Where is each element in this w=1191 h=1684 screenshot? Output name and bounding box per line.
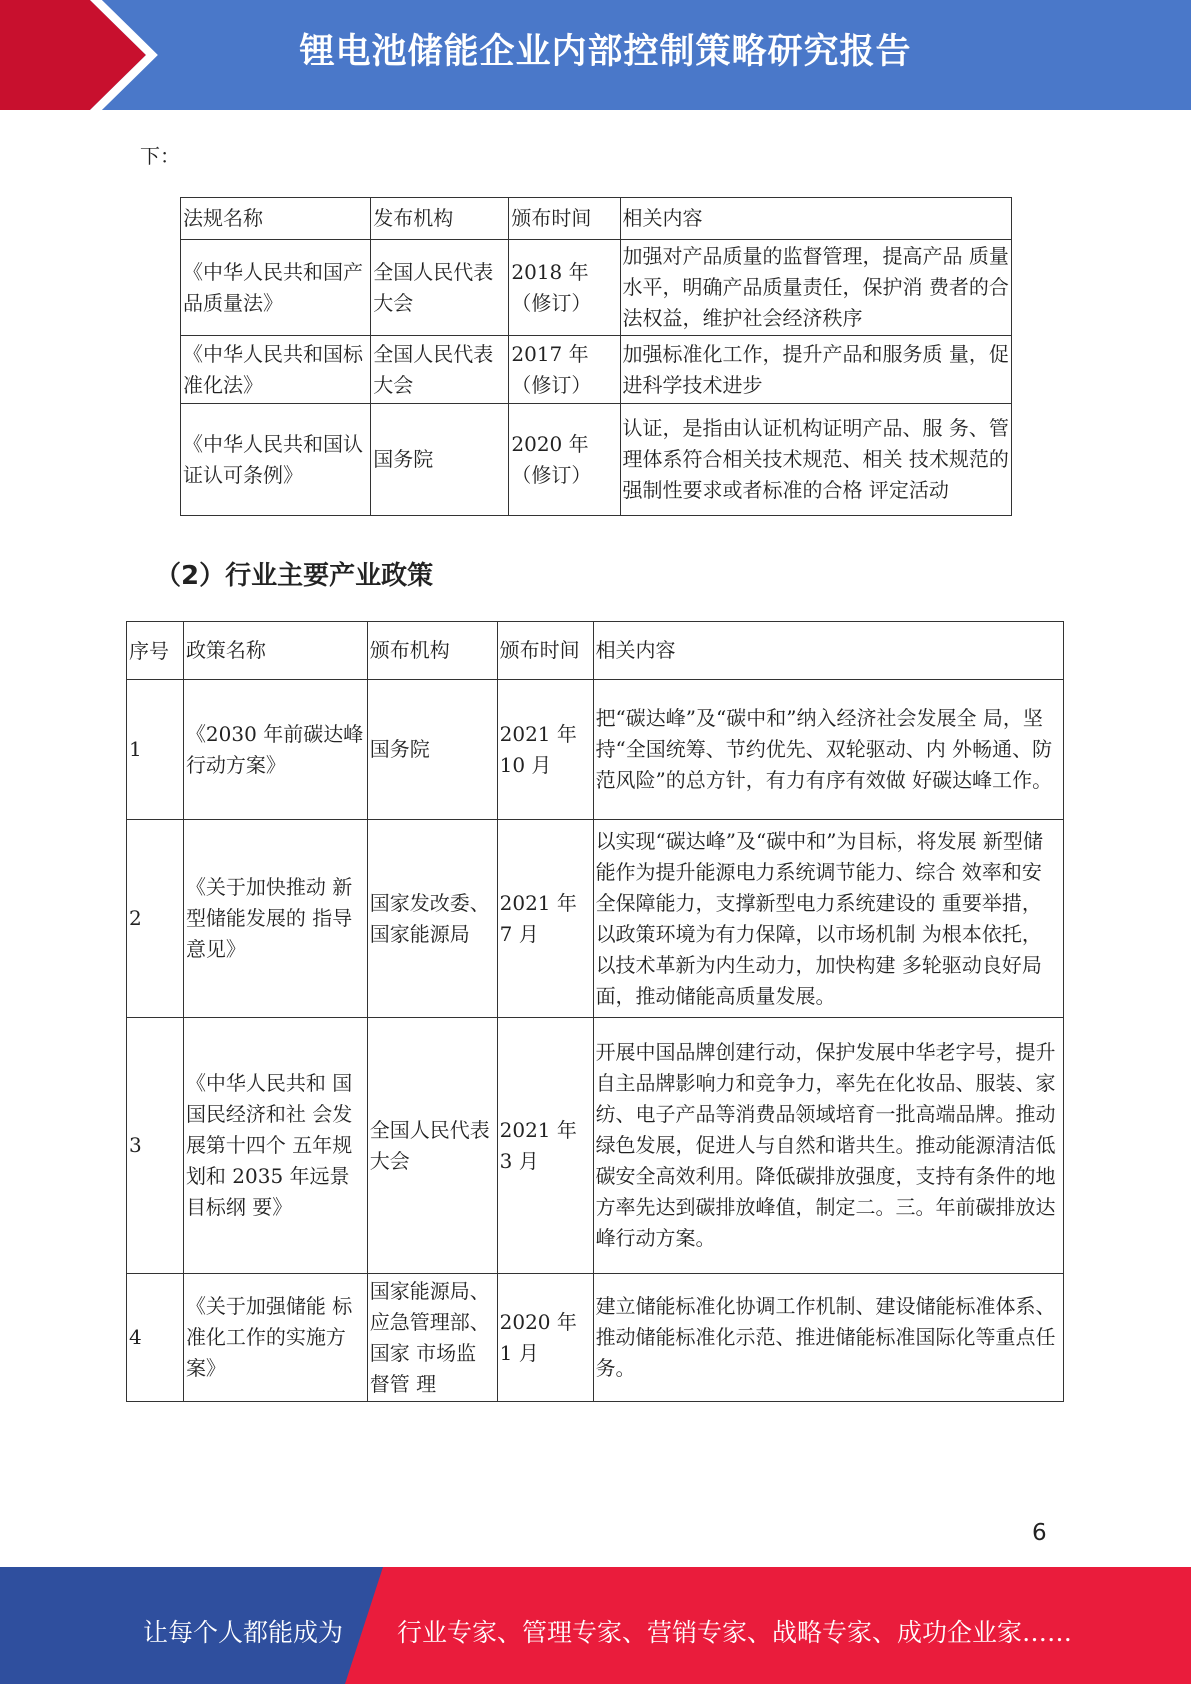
law-content: 认证，是指由认证机构证明产品、服 务、管理体系符合相关技术规范、相关 技术规范的强制性要求或者标准的合格 评定活动 — [620, 404, 1012, 516]
policy-issuer: 全国人民代表大会 — [367, 1018, 497, 1274]
law-issuer: 全国人民代表大会 — [371, 240, 509, 336]
header-cell: 发布机构 — [371, 198, 509, 240]
table-row — [181, 404, 1012, 516]
policy-issuer: 国家发改委、国家能源局 — [367, 820, 497, 1018]
header-cell: 颁布时间 — [497, 622, 593, 680]
page-number: 6 — [1032, 1520, 1047, 1546]
policy-content: 建立储能标准化协调工作机制、建设储能标准体系、推动储能标准化示范、推进储能标准国际化等重点任务。 — [593, 1274, 1063, 1402]
law-date: 2020 年（修订） — [509, 404, 620, 516]
law-issuer: 国务院 — [371, 404, 509, 516]
table-row — [127, 1018, 1064, 1274]
policy-date: 2020 年 1 月 — [497, 1274, 593, 1402]
header-cell: 政策名称 — [183, 622, 367, 680]
table-row — [181, 336, 1012, 404]
policy-content: 把“碳达峰”及“碳中和”纳入经济社会发展全 局，坚持“全国统筹、节约优先、双轮驱动、内 外畅通、防范风险”的总方针，有力有序有效做 好碳达峰工作。 — [593, 680, 1063, 820]
policy-index: 3 — [127, 1018, 184, 1274]
law-name: 《中华人民共和国认证认可条例》 — [181, 404, 371, 516]
header-cell: 相关内容 — [620, 198, 1012, 240]
policy-date: 2021 年 10 月 — [497, 680, 593, 820]
law-name: 《中华人民共和国标准化法》 — [181, 336, 371, 404]
table-row — [127, 1274, 1064, 1402]
footer-slogan-right: 行业专家、管理专家、营销专家、战略专家、成功企业家…… — [397, 1618, 1073, 1647]
policy-content: 以实现“碳达峰”及“碳中和”为目标，将发展 新型储能作为提升能源电力系统调节能力、综合 效率和安全保障能力，支撑新型电力系统建设的 重要举措，以政策环境为有力保障，以市场机制 为根本依托，以技术革新为内生动力，加快构建 多轮驱动良好局面，推动储能高质量发展。 — [593, 820, 1063, 1018]
policy-index: 2 — [127, 820, 184, 1018]
policy-date: 2021 年 7 月 — [497, 820, 593, 1018]
policy-issuer: 国家能源局、应急管理部、国家 市场监督管 理 — [367, 1274, 497, 1402]
header-cell: 颁布机构 — [367, 622, 497, 680]
header-cell: 颁布时间 — [509, 198, 620, 240]
table-row — [127, 680, 1064, 820]
table-row — [127, 820, 1064, 1018]
table-header-row — [127, 622, 1064, 680]
policy-date: 2021 年 3 月 — [497, 1018, 593, 1274]
law-date: 2018 年（修订） — [509, 240, 620, 336]
policy-name: 《关于加强储能 标准化工作的实施方案》 — [183, 1274, 367, 1402]
table-header-row — [181, 198, 1012, 240]
policy-content: 开展中国品牌创建行动，保护发展中华老字号，提升自主品牌影响力和竞争力，率先在化妆品、服装、家纺、电子产品等消费品领域培育一批高端品牌。推动绿色发展，促进人与自然和谐共生。推动能源清洁低碳安全高效利用。降低碳排放强度，支持有条件的地方率先达到碳排放峰值，制定二。三。年前碳排放达峰行动方案。 — [593, 1018, 1063, 1274]
report-title: 锂电池储能企业内部控制策略研究报告 — [299, 32, 912, 72]
lead-text: 下： — [140, 144, 180, 168]
law-name: 《中华人民共和国产品质量法》 — [181, 240, 371, 336]
header-cell: 相关内容 — [593, 622, 1063, 680]
table-row — [181, 240, 1012, 336]
policy-issuer: 国务院 — [367, 680, 497, 820]
header-banner — [0, 0, 1191, 110]
law-content: 加强对产品质量的监督管理，提高产品 质量水平，明确产品质量责任，保护消 费者的合法权益，维护社会经济秩序 — [620, 240, 1012, 336]
header-cell: 序号 — [127, 622, 184, 680]
header-cell: 法规名称 — [181, 198, 371, 240]
policy-table — [126, 621, 1064, 1402]
policy-name: 《2030 年前碳达峰行动方案》 — [183, 680, 367, 820]
law-issuer: 全国人民代表大会 — [371, 336, 509, 404]
policy-name: 《中华人民共和 国国民经济和社 会发展第十四个 五年规划和 2035 年远景目标纲 要》 — [183, 1018, 367, 1274]
law-content: 加强标准化工作，提升产品和服务质 量，促进科学技术进步 — [620, 336, 1012, 404]
policy-index: 1 — [127, 680, 184, 820]
policy-name: 《关于加快推动 新型储能发展的 指导意见》 — [183, 820, 367, 1018]
footer-slogan-left: 让每个人都能成为 — [143, 1618, 344, 1647]
laws-table — [180, 197, 1012, 516]
section-heading: （2）行业主要产业政策 — [155, 561, 434, 591]
law-date: 2017 年（修订） — [509, 336, 620, 404]
policy-index: 4 — [127, 1274, 184, 1402]
